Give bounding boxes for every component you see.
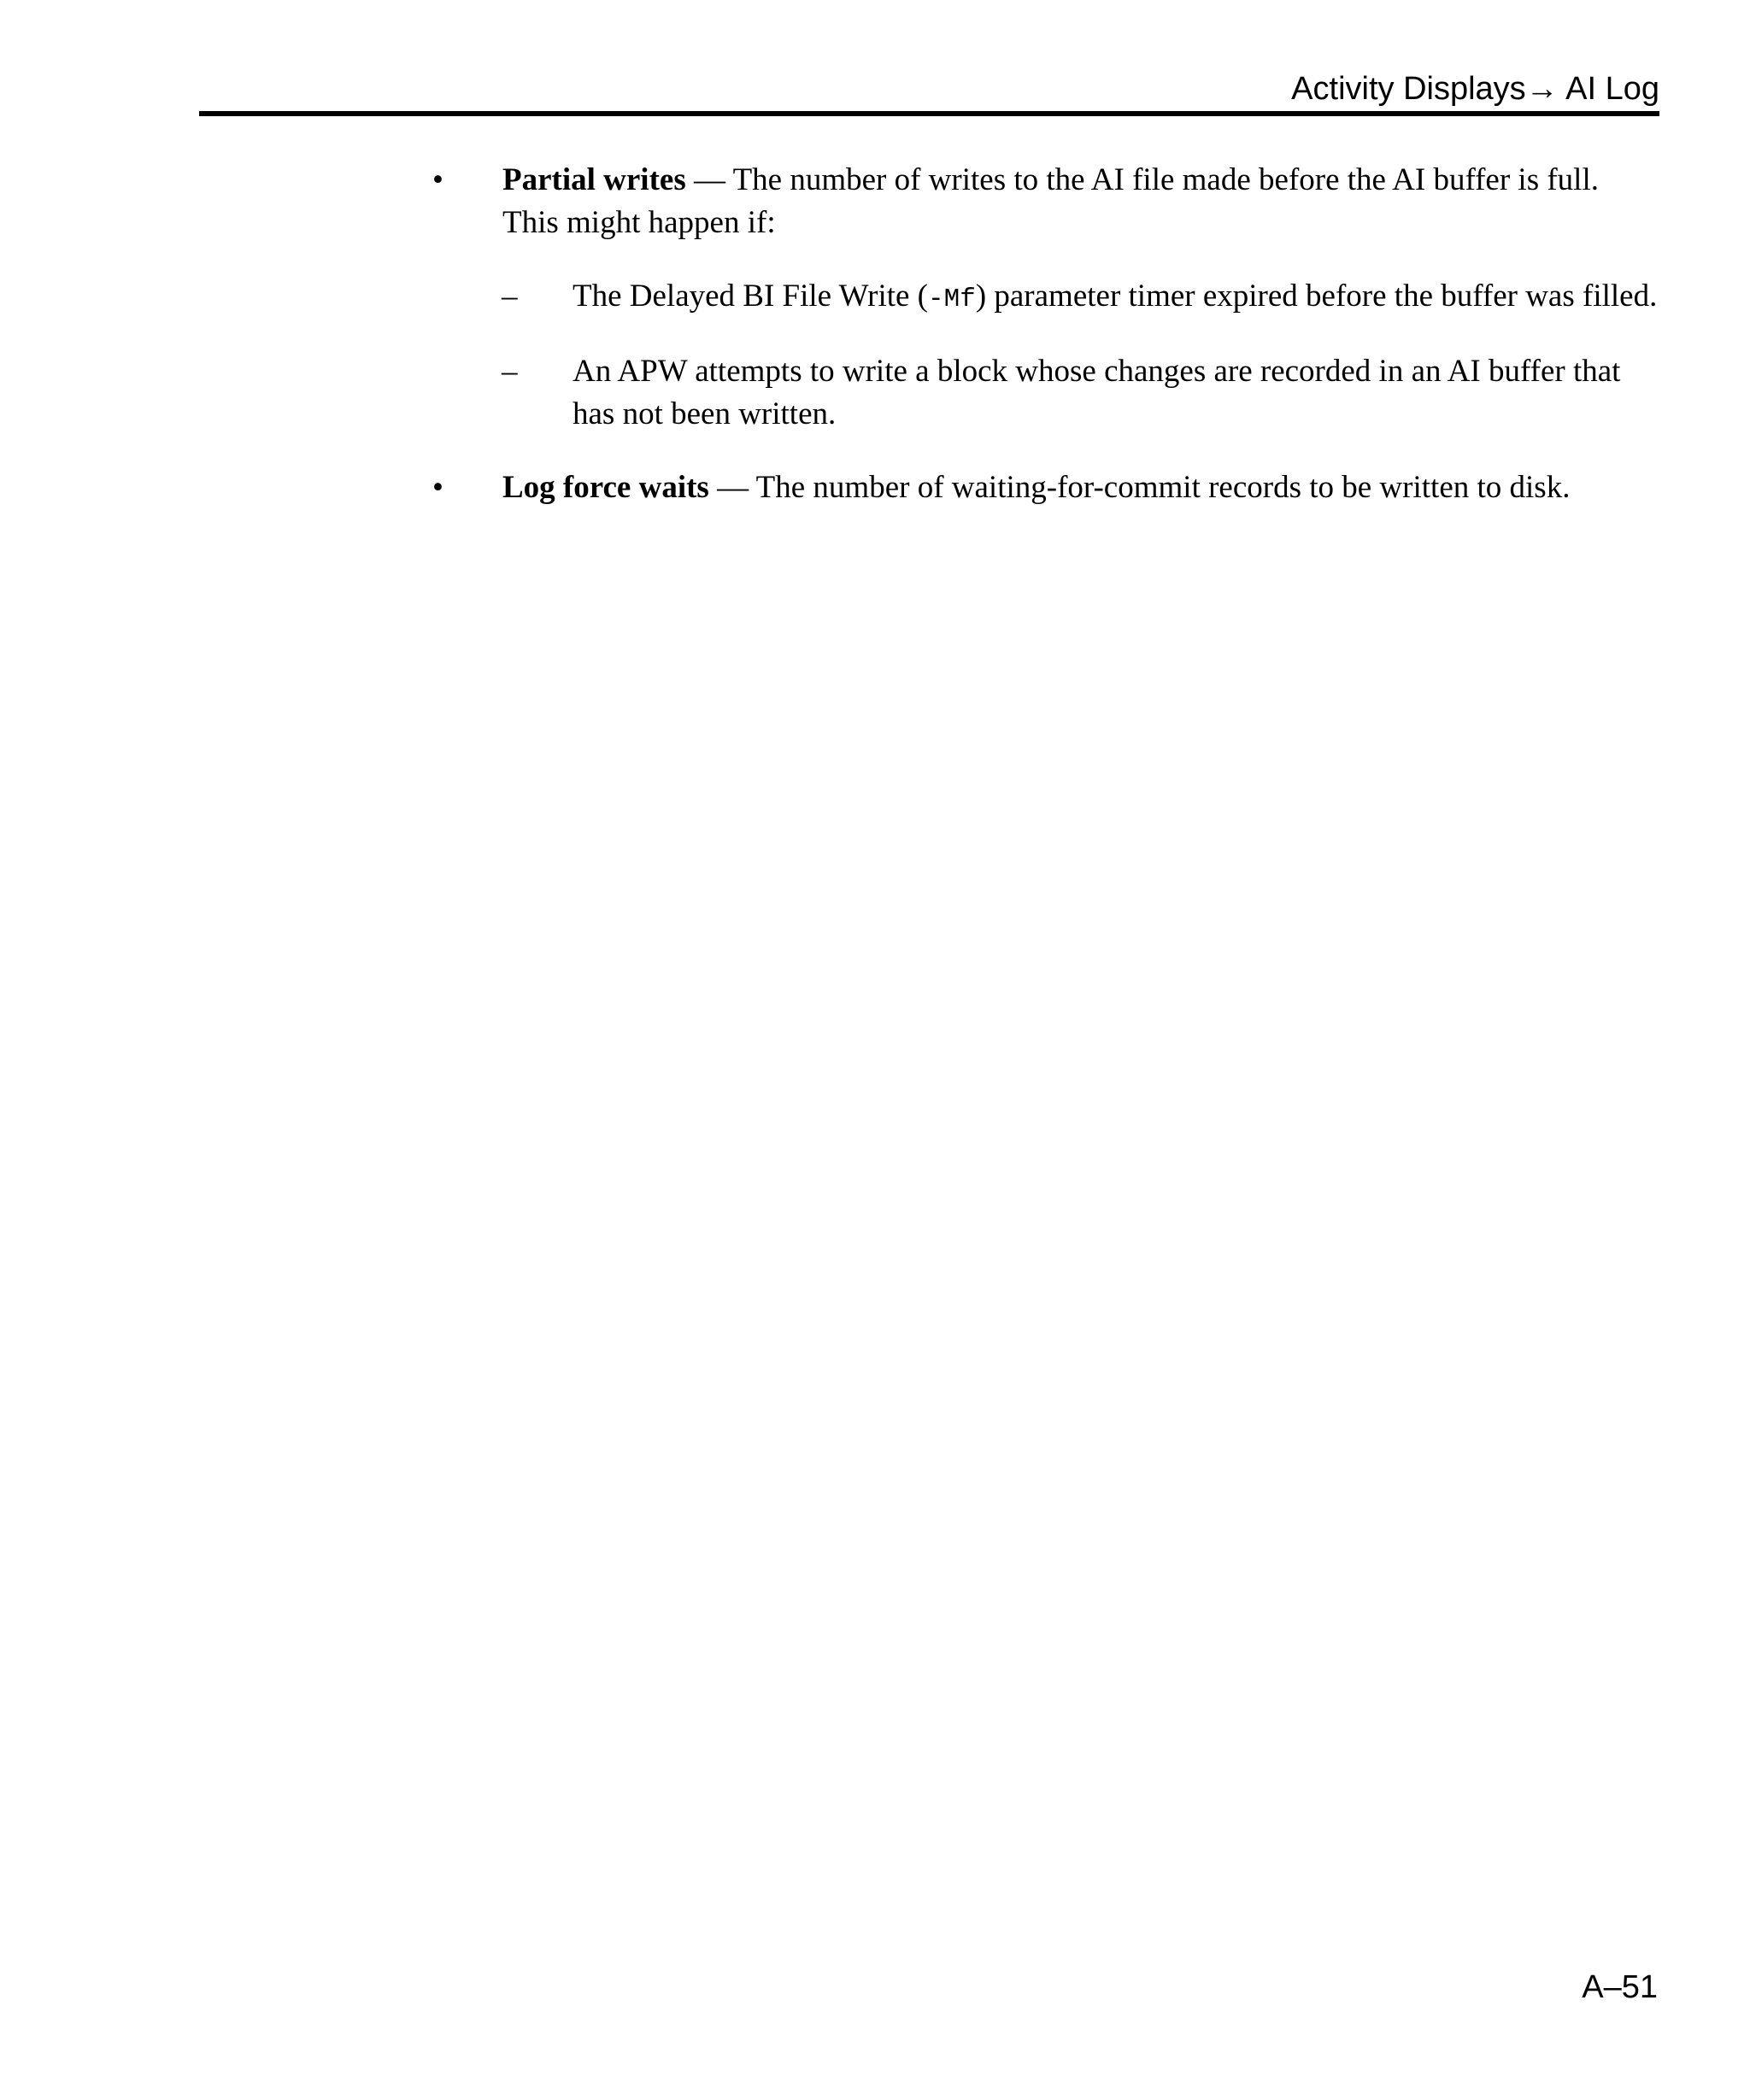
header-rule bbox=[199, 111, 1659, 116]
item-term: Partial writes bbox=[502, 162, 686, 197]
item-line bbox=[502, 466, 1570, 509]
dash-icon: – bbox=[502, 279, 518, 314]
subitem-line-continued: has not been written. bbox=[573, 396, 837, 431]
item-description: — The number of waiting-for-commit records to be written to disk. bbox=[708, 470, 1571, 505]
dash-icon: – bbox=[502, 354, 518, 389]
header-topic: AI Log bbox=[1558, 71, 1659, 107]
subitem-text: ) parameter timer expired before the buffer was filled. bbox=[975, 279, 1658, 314]
page-number: A–51 bbox=[1582, 1969, 1658, 2005]
subitem-line bbox=[573, 275, 1657, 321]
parameter-code: -Mf bbox=[928, 284, 976, 314]
bullet-icon: • bbox=[432, 162, 443, 197]
item-line bbox=[502, 159, 1599, 202]
arrow-icon: → bbox=[1525, 71, 1559, 107]
item-term: Log force waits bbox=[502, 470, 709, 505]
bullet-icon: • bbox=[432, 470, 443, 505]
item-line-continued: This might happen if: bbox=[502, 205, 776, 240]
header-section: Activity Displays bbox=[1291, 71, 1526, 107]
subitem-line: An APW attempts to write a block whose changes are recorded in an AI buffer that bbox=[573, 354, 1621, 389]
item-description: — The number of writes to the AI file made before the AI buffer is full. bbox=[685, 162, 1599, 197]
subitem-text: The Delayed BI File Write ( bbox=[573, 279, 928, 314]
running-header bbox=[1291, 70, 1659, 108]
